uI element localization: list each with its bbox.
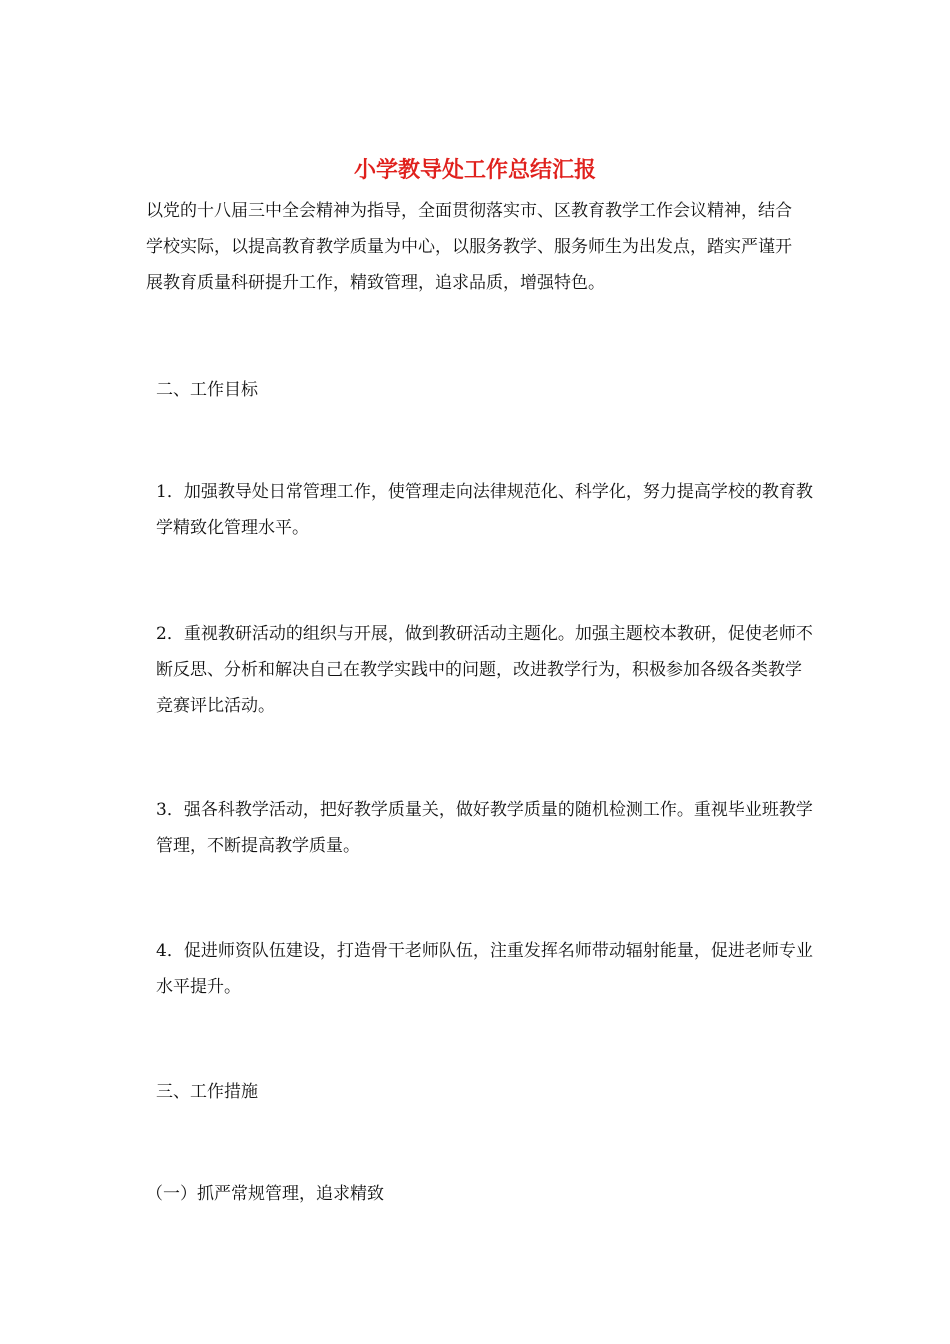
section-heading-goals: 二、工作目标 [156, 380, 258, 400]
document-title: 小学教导处工作总结汇报 [353, 157, 596, 183]
goal-item-1: 1．加强教导处日常管理工作，使管理走向法律规范化、科学化，努力提高学校的教育教学精致化管理水平。 [156, 482, 813, 538]
goal-item-3: 3．强各科教学活动，把好教学质量关，做好教学质量的随机检测工作。重视毕业班教学管理，不断提高教学质量。 [156, 800, 813, 856]
goal-item-2: 2．重视教研活动的组织与开展，做到教研活动主题化。加强主题校本教研，促使老师不断反思、分析和解决自己在教学实践中的问题，改进教学行为，积极参加各级各类教学竞赛评比活动。 [156, 624, 813, 716]
goal-item-4: 4．促进师资队伍建设，打造骨干老师队伍，注重发挥名师带动辐射能量，促进老师专业水平提升。 [156, 941, 813, 997]
intro-paragraph: 以党的十八届三中全会精神为指导，全面贯彻落实市、区教育教学工作会议精神，结合学校实际，以提高教育教学质量为中心，以服务教学、服务师生为出发点，踏实严谨开展教育质量科研提升工作，精致管理，追求品质，增强特色。 [146, 201, 792, 293]
section-heading-measures: 三、工作措施 [156, 1082, 258, 1102]
subsection-heading-measure-1: （一）抓严常规管理，追求精致 [146, 1184, 384, 1204]
